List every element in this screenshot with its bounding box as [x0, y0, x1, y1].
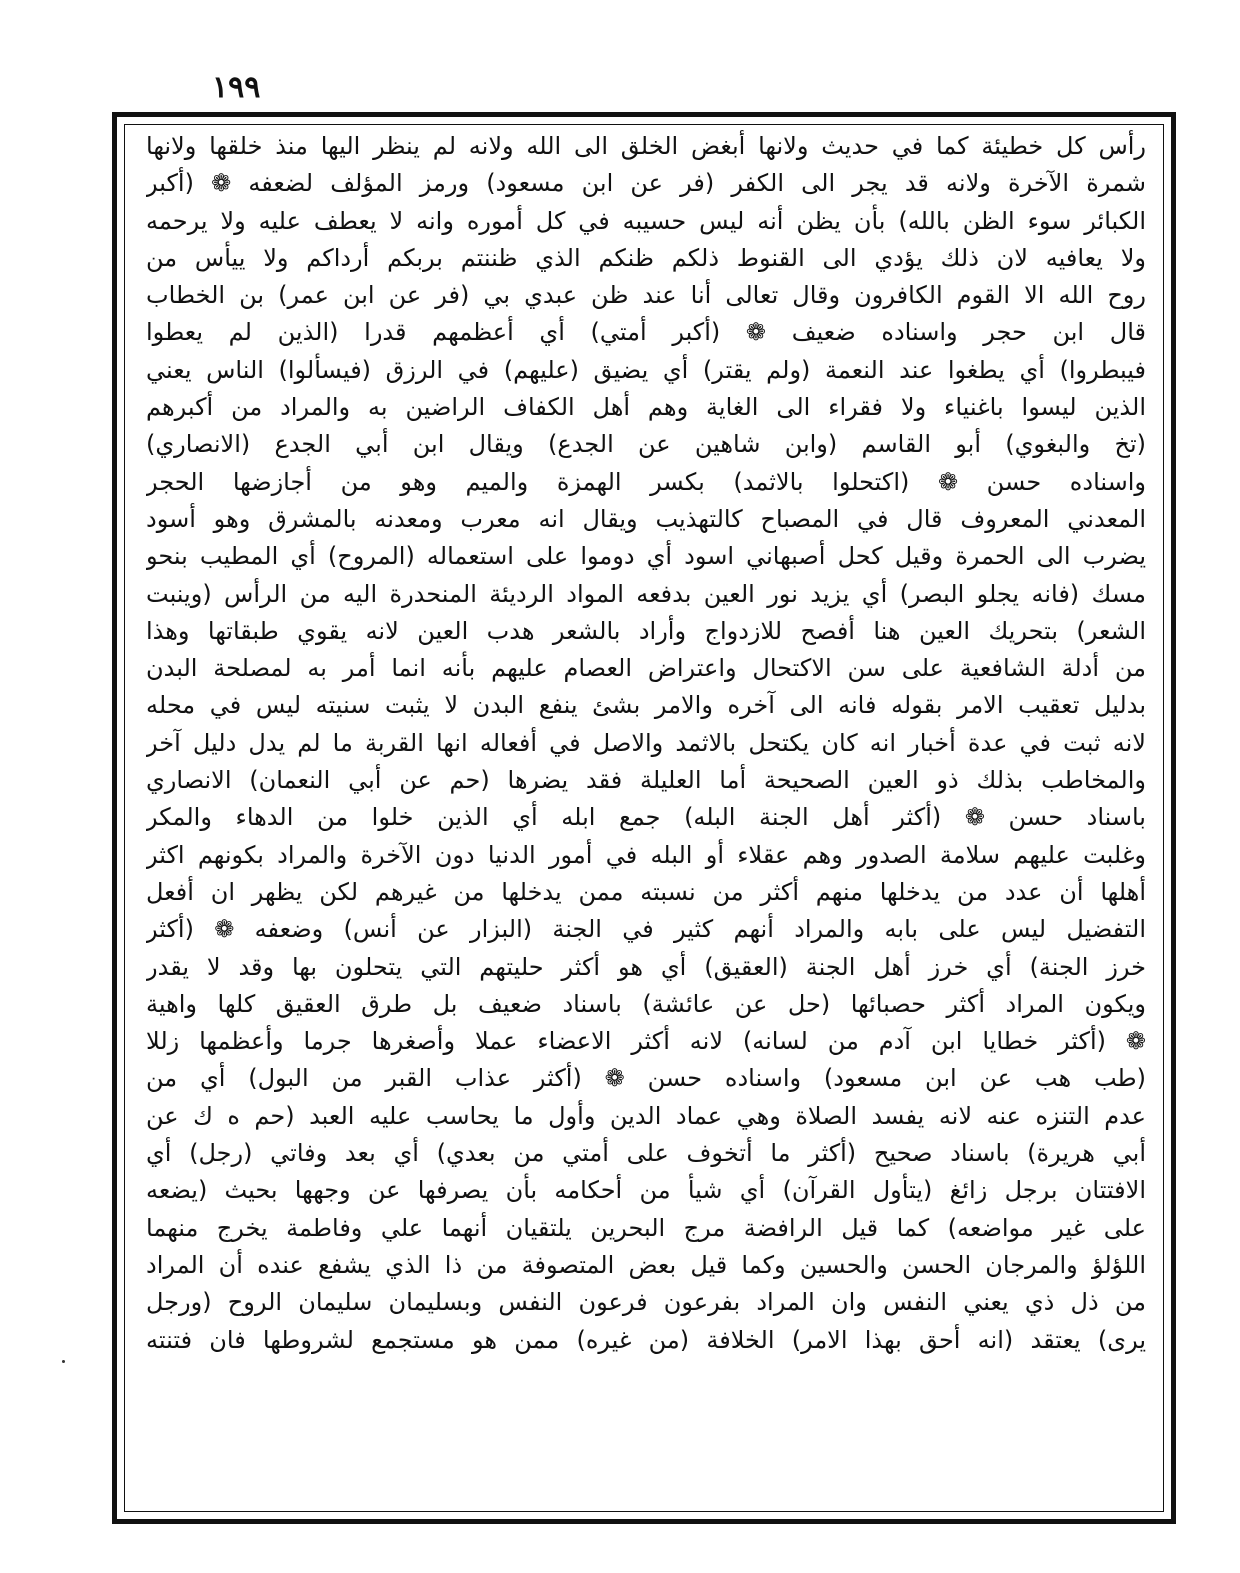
text-line: يرى) يعتقد (انه أحق بهذا الامر) الخلافة (من غيره) ممن هو مستجمع لشروطها فان فتنته: [146, 1325, 1146, 1354]
text-line: عدم التنزه عنه لانه يفسد الصلاة وهي عماد الدين وأول ما يحاسب عليه العبد (حم ه ك عن: [146, 1101, 1146, 1130]
text-line: والمخاطب بذلك ذو العين الصحيحة أما العليلة فقد يضرها (حم عن أبي النعمان) الانصاري: [146, 766, 1146, 795]
text-line: ولا يعافيه لان ذلك يؤدي الى القنوط ذلكم ظنكم الذي ظننتم بربكم أرداكم ولا ييأس من: [146, 243, 1146, 272]
page-number: ١٩٩: [212, 70, 261, 105]
text-line: وغلبت عليهم سلامة الصدور وهم عقلاء أو البله في أمور الدنيا دون الآخرة والمراد بكونهم اكثر: [146, 840, 1146, 869]
text-line: (تخ والبغوي) أبو القاسم (وابن شاهين عن الجدع) ويقال ابن أبي الجدع (الانصاري): [146, 430, 1146, 459]
text-line: بدليل تعقيب الامر بقوله فانه الى آخره والامر بشئ ينفع البدن لا يثبت سنيته ليس في محله: [146, 691, 1146, 720]
text-line: التفضيل ليس على بابه والمراد أنهم كثير في الجنة (البزار عن أنس) وضعفه ❁ (أكثر: [146, 915, 1146, 944]
text-line: خرز الجنة) أي خرز أهل الجنة (العقيق) أي هو أكثر حليتهم التي يتحلون بها وقد لا يقدر: [146, 952, 1146, 981]
text-line: الكبائر سوء الظن بالله) بأن يظن أنه ليس حسيبه في كل أموره وانه لا يعطف عليه ولا يرحمه: [146, 206, 1146, 235]
text-line: من أدلة الشافعية على سن الاكتحال واعتراض العصام عليهم بأنه انما أمر به لمصلحة البدن: [146, 654, 1146, 683]
text-line: روح الله الا القوم الكافرون وقال تعالى أنا عند ظن عبدي بي (فر عن ابن عمر) بن الخطاب: [146, 281, 1146, 310]
text-line: من ذل ذي يعني النفس وان المراد بفرعون فرعون النفس وبسليمان سليمان الروح (ورجل: [146, 1288, 1146, 1317]
text-line: أبي هريرة) باسناد صحيح (أكثر ما أتخوف على أمتي من بعدي) أي بعد وفاتي (رجل) أي: [146, 1139, 1146, 1168]
text-line: الذين ليسوا باغنياء ولا فقراء الى الغاية وهم أهل الكفاف الراضين به والمراد من أكبرهم: [146, 393, 1146, 422]
text-line: مسك (فانه يجلو البصر) أي يزيد نور العين بدفعه المواد الرديئة المنحدرة اليه من الرأس (وينبت: [146, 579, 1146, 608]
text-line: ويكون المراد أكثر حصبائها (حل عن عائشة) باسناد ضعيف بل طرق العقيق كلها واهية: [146, 989, 1146, 1018]
text-line: قال ابن حجر واسناده ضعيف ❁ (أكبر أمتي) أي أعظمهم قدرا (الذين لم يعطوا: [146, 318, 1146, 347]
text-line: فيبطروا) أي يطغوا عند النعمة (ولم يقتر) أي يضيق (عليهم) في الرزق (فيسألوا) الناس يعني: [146, 355, 1146, 384]
text-line: ❁ (أكثر خطايا ابن آدم من لسانه) لانه أكثر الاعضاء عملا وأصغرها جرما وأعظمها زللا: [146, 1027, 1146, 1056]
text-line: واسناده حسن ❁ (اكتحلوا بالاثمد) بكسر الهمزة والميم وهو من أجازضها الحجر: [146, 467, 1146, 496]
text-line: اللؤلؤ والمرجان الحسن والحسين وكما قيل بعض المتصوفة من ذا الذي يشفع عنده أن المراد: [146, 1250, 1146, 1279]
text-line: شمرة الآخرة ولانه قد يجر الى الكفر (فر عن ابن مسعود) ورمز المؤلف لضعفه ❁ (أكبر: [146, 169, 1146, 198]
text-line: رأس كل خطيئة كما في حديث ولانها أبغض الخلق الى الله ولانه لم ينظر اليها منذ خلقها ولانها: [146, 132, 1146, 160]
text-line: أهلها أن عدد من يدخلها منهم أكثر من نسبته ممن يدخلها من غيرهم لكن يظهر ان أفعل: [146, 877, 1146, 906]
body-text: [146, 128, 1146, 1508]
text-line: باسناد حسن ❁ (أكثر أهل الجنة البله) جمع ابله أي الذين خلوا من الدهاء والمكر: [146, 803, 1146, 832]
stray-ink-mark: [62, 1360, 65, 1363]
text-line: الشعر) بتحريك العين هنا أفصح للازدواج وأراد بالشعر هدب العين لانه يقوي طبقاتها وهذا: [146, 616, 1146, 645]
text-line: يضرب الى الحمرة وقيل كحل أصبهاني اسود أي دوموا على استعماله (المروح) أي المطيب بنحو: [146, 542, 1146, 571]
text-line: (طب هب عن ابن مسعود) واسناده حسن ❁ (أكثر عذاب القبر من البول) أي من: [146, 1064, 1146, 1093]
text-line: المعدني المعروف قال في المصباح كالتهذيب ويقال انه معرب ومعدنه بالمشرق وهو أسود: [146, 504, 1146, 533]
text-line: لانه ثبت في عدة أخبار انه كان يكتحل بالاثمد والاصل في أفعاله انها القربة ما لم يدل دليل آخر: [146, 728, 1146, 757]
text-line: على غير مواضعه) كما قيل الرافضة مرج البحرين يلتقيان أنهما علي وفاطمة يخرج منهما: [146, 1213, 1146, 1242]
text-line: الافتتان برجل زائغ (يتأول القرآن) أي شيأ من أحكامه بأن يصرفها عن وجهها بحيث (يضعه: [146, 1176, 1146, 1205]
